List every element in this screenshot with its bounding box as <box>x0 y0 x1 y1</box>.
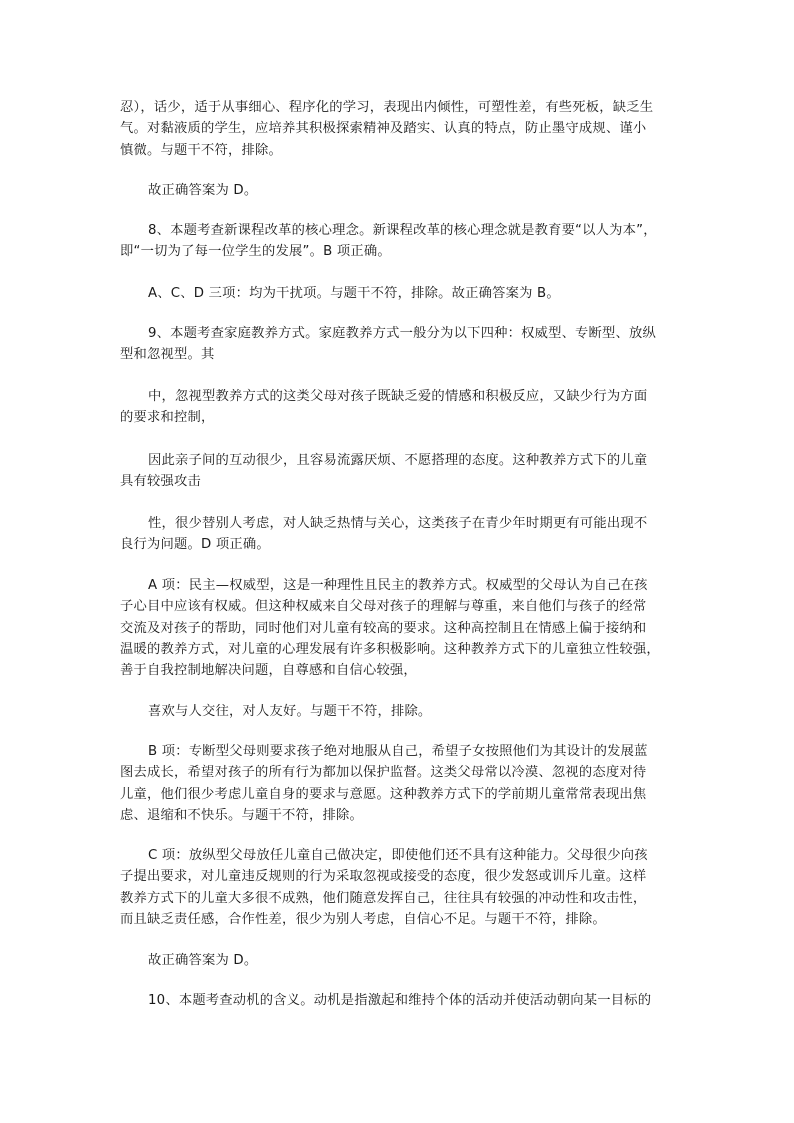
text-line: 善于自我控制地解决问题，自尊感和自信心较强， <box>120 663 417 679</box>
text-line: 慎微。与题干不符，排除。 <box>120 142 282 158</box>
paragraph-option-a-conclusion <box>120 701 680 722</box>
text-line: A、C、D 三项：均为干扰项。与题干不符，排除。故正确答案为 B。 <box>148 286 560 301</box>
text-line: 子提出要求，对儿童违反规则的行为采取忽视或接受的态度，很少发怒或训斥儿童。这样 <box>120 869 647 885</box>
text-line: 8、本题考查新课程改革的核心理念。新课程改革的核心理念就是教育要“以人为本”， <box>148 223 657 238</box>
text-line: 教养方式下的儿童大多很不成熟，他们随意发挥自己，往往具有较强的冲动性和攻击性， <box>120 890 647 906</box>
text-line: 具有较强攻击 <box>120 474 201 490</box>
paragraph-neglectful-style <box>120 386 680 429</box>
text-line: 而且缺乏责任感，合作性差，很少为别人考虑，自信心不足。与题干不符，排除。 <box>120 911 606 927</box>
text-line: 忍），话少，适于从事细心、程序化的学习，表现出内倾性，可塑性差，有些死板，缺乏生 <box>120 100 654 115</box>
text-line: C 项：放纵型父母放任儿童自己做决定，即使他们还不具有这种能力。父母很少向孩 <box>148 848 648 863</box>
paragraph-phlegmatic-conclusion <box>120 97 680 161</box>
text-line: 喜欢与人交往，对人友好。与题干不符，排除。 <box>148 704 432 719</box>
text-line: 的要求和控制， <box>120 410 215 426</box>
text-line: 儿童，他们很少考虑儿童自身的要求与意愿。这种教养方式下的学前期儿童常常表现出焦 <box>120 786 647 802</box>
text-line: 虑、退缩和不快乐。与题干不符，排除。 <box>120 807 363 823</box>
text-line: 因此亲子间的互动很少，且容易流露厌烦、不愿搭理的态度。这种教养方式下的儿童 <box>148 453 648 468</box>
text-line: 性，很少替别人考虑，对人缺乏热情与关心，这类孩子在青少年时期更有可能出现不 <box>148 516 648 531</box>
paragraph-q8-distractors <box>120 283 680 304</box>
text-line: 即“一切为了每一位学生的发展”。B 项正确。 <box>120 244 391 260</box>
text-line: 10、本题考查动机的含义。动机是指激起和维持个体的活动并使活动朝向某一目标的 <box>148 993 652 1008</box>
paragraph-option-c <box>120 845 680 930</box>
paragraph-answer-d <box>120 180 680 201</box>
text-line: 中，忽视型教养方式的这类父母对孩子既缺乏爱的情感和积极反应，又缺少行为方面 <box>148 389 648 404</box>
text-line: 交流及对孩子的帮助，同时他们对儿童有较高的要求。这种高控制且在情感上偏于接纳和 <box>120 620 647 636</box>
text-line: 型和忽视型。其 <box>120 347 215 363</box>
paragraph-option-a <box>120 575 680 681</box>
paragraph-answer-d-2 <box>120 950 680 971</box>
text-line: 气。对黏液质的学生，应培养其积极探索精神及踏实、认真的特点，防止墨守成规、谨小 <box>120 121 647 137</box>
text-line: 图去成长，希望对孩子的所有行为都加以保护监督。这类父母常以冷漠、忽视的态度对待 <box>120 765 647 781</box>
paragraph-option-b <box>120 741 680 826</box>
paragraph-question-9 <box>120 323 680 366</box>
text-line: 故正确答案为 D。 <box>148 183 258 198</box>
text-line: 良行为问题。D 项正确。 <box>120 537 270 553</box>
paragraph-neglectful-interaction <box>120 450 680 493</box>
text-line: 故正确答案为 D。 <box>148 953 258 968</box>
text-line: 9、本题考查家庭教养方式。家庭教养方式一般分为以下四种：权威型、专断型、放纵 <box>148 326 657 341</box>
paragraph-neglectful-outcome <box>120 513 680 556</box>
paragraph-question-10 <box>120 990 680 1011</box>
paragraph-question-8 <box>120 220 680 263</box>
text-line: 温暖的教养方式，对儿童的心理发展有许多积极影响。这种教养方式下的儿童独立性较强， <box>120 641 660 657</box>
text-line: 子心目中应该有权威。但这种权威来自父母对孩子的理解与尊重，来自他们与孩子的经常 <box>120 599 647 615</box>
text-line: A 项：民主—权威型，这是一种理性且民主的教养方式。权威型的父母认为自己在孩 <box>148 578 648 593</box>
text-line: B 项：专断型父母则要求孩子绝对地服从自己，希望子女按照他们为其设计的发展蓝 <box>148 744 648 759</box>
